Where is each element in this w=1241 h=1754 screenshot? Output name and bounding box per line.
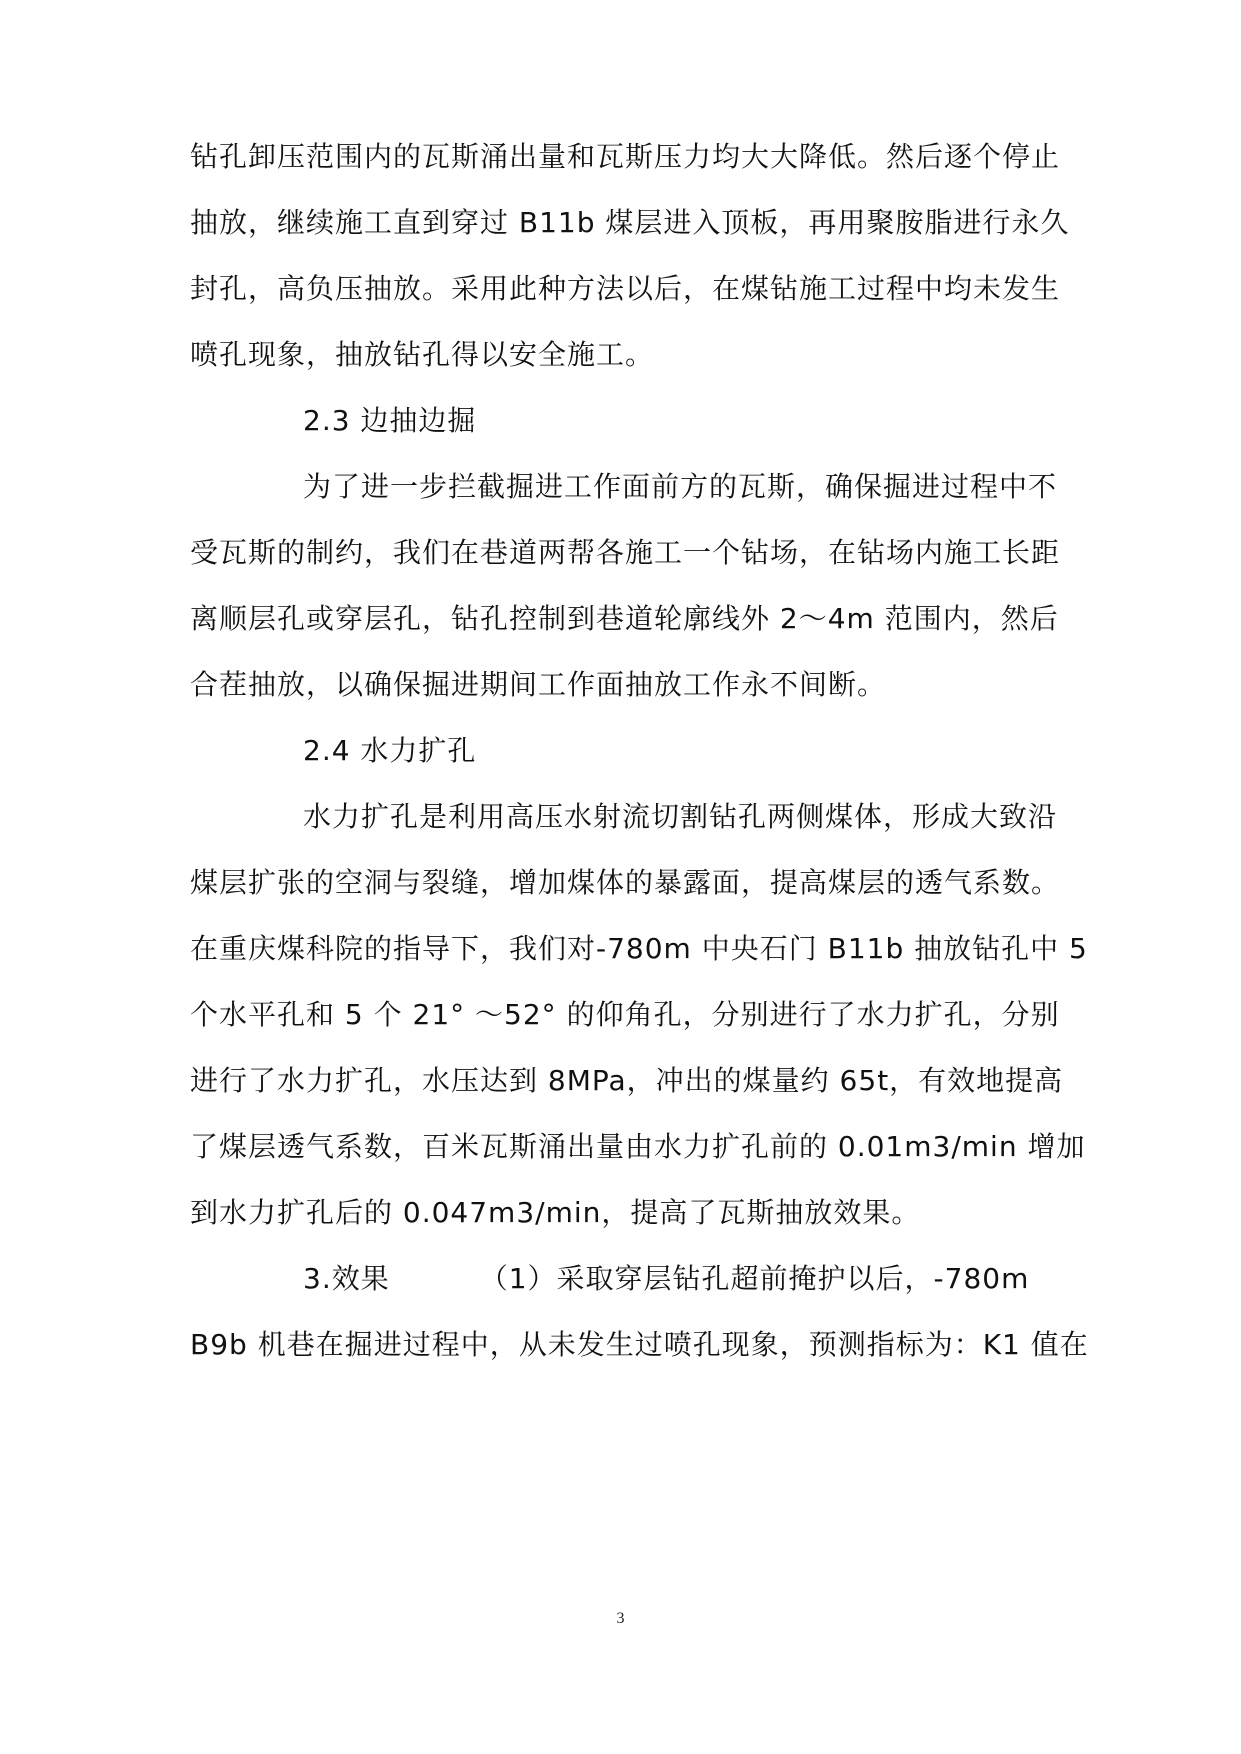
section-heading-2-3: 2.3 边抽边掘 xyxy=(303,404,477,437)
body-text-run: （1）采取穿层钻孔超前掩护以后，-780m xyxy=(479,1262,1030,1295)
body-text-line: 了煤层透气系数，百米瓦斯涌出量由水力扩孔前的 0.01m3/min 增加 xyxy=(190,1130,1086,1163)
body-text-line: 离顺层孔或穿层孔，钻孔控制到巷道轮廓线外 2～4m 范围内，然后 xyxy=(190,602,1059,635)
body-text-line: 封孔，高负压抽放。采用此种方法以后，在煤钻施工过程中均未发生 xyxy=(190,272,1061,305)
body-text-line: 个水平孔和 5 个 21° ～52° 的仰角孔，分别进行了水力扩孔，分别 xyxy=(190,998,1060,1031)
body-text-line: 水力扩孔是利用高压水射流切割钻孔两侧煤体，形成大致沿 xyxy=(303,800,1058,833)
body-text-line: 进行了水力扩孔，水压达到 8MPa，冲出的煤量约 65t，有效地提高 xyxy=(190,1064,1064,1097)
body-text-line: 受瓦斯的制约，我们在巷道两帮各施工一个钻场，在钻场内施工长距 xyxy=(190,536,1061,569)
body-text-line: 喷孔现象，抽放钻孔得以安全施工。 xyxy=(190,338,655,371)
body-text-line: 合茬抽放，以确保掘进期间工作面抽放工作永不间断。 xyxy=(190,668,887,701)
body-text-line: 到水力扩孔后的 0.047m3/min，提高了瓦斯抽放效果。 xyxy=(190,1196,921,1229)
body-text-line: 抽放，继续施工直到穿过 B11b 煤层进入顶板，再用聚胺脂进行永久 xyxy=(190,206,1070,239)
section-heading-2-4: 2.4 水力扩孔 xyxy=(303,734,477,767)
body-text-line: 在重庆煤科院的指导下，我们对-780m 中央石门 B11b 抽放钻孔中 5 xyxy=(190,932,1088,965)
body-text-line: B9b 机巷在掘进过程中，从未发生过喷孔现象，预测指标为：K1 值在 xyxy=(190,1328,1089,1361)
section-heading-line xyxy=(303,1259,1029,1299)
section-heading-3: 3.效果 xyxy=(303,1262,390,1295)
body-text-line: 煤层扩张的空洞与裂缝，增加煤体的暴露面，提高煤层的透气系数。 xyxy=(190,866,1061,899)
body-text-line: 钻孔卸压范围内的瓦斯涌出量和瓦斯压力均大大降低。然后逐个停止 xyxy=(190,140,1061,173)
body-text-line: 为了进一步拦截掘进工作面前方的瓦斯，确保掘进过程中不 xyxy=(303,470,1058,503)
page-number: 3 xyxy=(616,1610,625,1627)
